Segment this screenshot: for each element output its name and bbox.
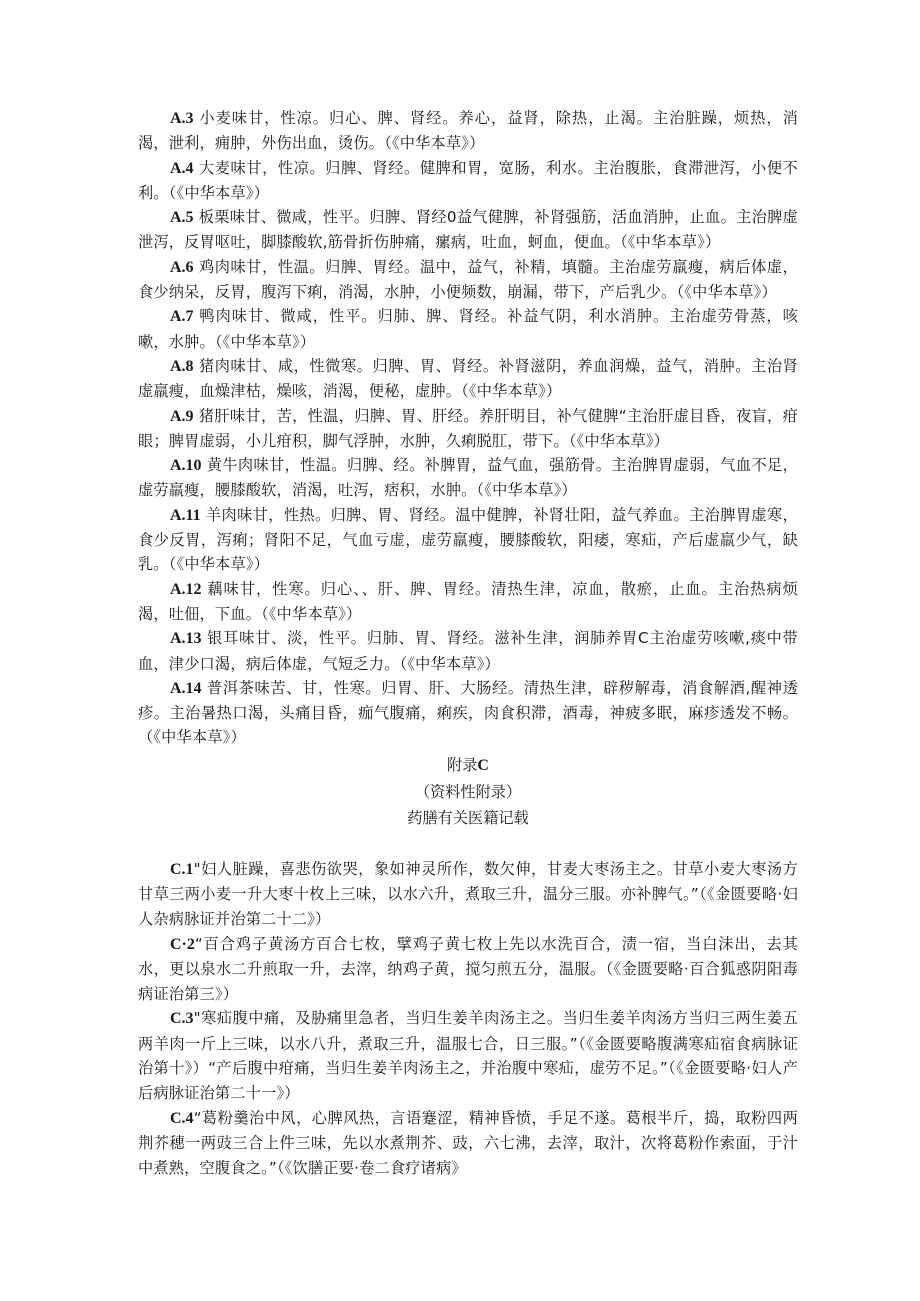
entry-code: A.8 xyxy=(170,357,194,375)
entry-c2 xyxy=(138,932,798,1007)
entry-code: A.14 xyxy=(170,679,202,697)
entry-code: C·2 xyxy=(170,935,195,953)
entry-text: 板栗味甘、微咸，性平。归脾、肾经0益气健脾，补肾强筋，活血消肿，止血。主治脾虚泄泻，反胃呕吐，脚膝酸软,筋骨折伤肿痛，瘰病，吐血，蚵血，便血。（《中华本草》） xyxy=(138,208,798,252)
entry-c3 xyxy=(138,1006,798,1105)
entry-a12 xyxy=(138,577,798,627)
entry-text: 猪肝味甘，苦，性温，归脾、胃、肝经。养肝明目，补气健脾“主治肝虚目昏，夜盲，疳眼；脾胃虚弱，小儿疳积，脚气浮肿，水肿，久痢脱肛，带下。（《中华本草》） xyxy=(138,406,798,450)
entry-c4 xyxy=(138,1106,798,1181)
entry-a14 xyxy=(138,676,798,750)
appendix-title-letter: C xyxy=(477,756,489,774)
entry-code: A.12 xyxy=(170,580,202,598)
entry-text: 大麦味甘，性凉。归脾、肾经。健脾和胃，宽肠，利水。主治腹胀，食滞泄泻，小便不利。（《中华本草》） xyxy=(138,158,798,202)
appendix-a-entries xyxy=(138,106,798,750)
entry-c1 xyxy=(138,857,798,932)
entry-text: 猪肉味甘、咸，性微寒。归脾、胃、肾经。补肾滋阴，养血润燥，益气，消肿。主治肾虚羸瘦，血燥津枯，燥咳，消渴，便秘，虚肿。（《中华本草》） xyxy=(138,356,798,401)
entry-a10 xyxy=(138,453,798,503)
entry-text: 普洱茶味苦、甘，性寒。归胃、肝、大肠经。清热生津，辟秽解毒，消食解酒,醒神透疹。主治暑热口渴，头痛目昏，痂气腹痛，痢疾，肉食积滞，酒毒，神疲多眠，麻疹透发不畅。（《中华本草》） xyxy=(138,678,798,747)
entry-text: 银耳味甘、淡，性平。归肺、胃、肾经。滋补生津，润肺养胃C主治虚劳咳嗽,痰中带血，津少口渴，病后体虚，气短乏力。（《中华本草》） xyxy=(138,629,798,673)
appendix-title-prefix: 附录 xyxy=(447,755,478,774)
entry-code: C.4 xyxy=(170,1109,194,1127)
entry-code: C.1 xyxy=(170,860,194,878)
entry-a7 xyxy=(138,304,798,354)
entry-text: "寒疝腹中痛，及胁痛里急者，当归生姜羊肉汤主之。当归生姜羊肉汤方当归三两生姜五两羊肉一斤上三味，以水八升，煮取三升，温服七合，日三服。”（《金匮要略腹满寒疝宿食病脉证治第十》）“产后腹中疳痛，当归生姜羊肉汤主之，并治腹中寒疝，虚劳不足。”（《金匮要略·妇人产后病脉证治第二十一》） xyxy=(138,1009,798,1103)
entry-a3 xyxy=(138,106,798,156)
appendix-c-header xyxy=(138,752,798,831)
entry-code: C.3 xyxy=(170,1010,194,1028)
entry-code: A.4 xyxy=(170,159,194,177)
document-page xyxy=(138,106,798,1180)
appendix-c-entries xyxy=(138,857,798,1181)
entry-a4 xyxy=(138,156,798,206)
entry-code: A.3 xyxy=(170,110,194,127)
appendix-heading: 药膳有关医籍记载 xyxy=(407,808,529,827)
entry-code: A.9 xyxy=(170,407,194,425)
entry-text: “百合鸡子黄汤方百合七枚，擘鸡子黄七枚上先以水洗百合，渍一宿，当白沫出，去其水，更以泉水二升煎取一升，去滓，纳鸡子黄，搅匀煎五分，温服。（《金匮要略·百合狐惑阴阳毒病证治第三》） xyxy=(138,934,798,1003)
entry-code: A.5 xyxy=(170,209,194,227)
entry-text: 黄牛肉味甘，性温。归脾、经。补脾胃，益气血，强筋骨。主治脾胃虚弱，气血不足，虚劳羸瘦，腰膝酸软，消渴，吐泻，痞积，水肿。（《中华本草》） xyxy=(138,456,799,500)
entry-a5 xyxy=(138,205,798,255)
entry-a9 xyxy=(138,404,798,454)
entry-text: “葛粉羹治中风，心脾风热，言语蹇涩，精神昏愤，手足不遂。葛根半斤，捣，取粉四两荆芥穗一两豉三合上件三味，先以水煮荆芥、豉，六七沸，去滓，取汁，次将葛粉作索面，于汁中煮熟，空腹食之。”（《饮膳正要·卷二食疗诸病》 xyxy=(138,1108,798,1177)
entry-text: 羊肉味甘，性热。归脾、胃、肾经。温中健脾，补肾壮阳，益气养血。主治脾胃虚寒，食少反胃，泻痢；肾阳不足，气血亏虚，虚劳羸瘦，腰膝酸软，阳痿，寒疝，产后虚羸少气，缺乳。（《中华本草》） xyxy=(138,505,798,574)
entry-text: 小麦味甘，性凉。归心、脾、肾经。养心，益肾，除热，止渴。主治脏躁，烦热，消渴，泄利，痈肿，外伤出血，烫伤。（《中华本草》） xyxy=(138,109,798,153)
appendix-title xyxy=(138,752,798,779)
entry-code: A.11 xyxy=(170,506,201,524)
entry-text: 鸭肉味甘、微咸，性平。归肺、脾、肾经。补益气阴，利水消肿。主治虚劳骨蒸，咳嗽，水肿。（《中华本草》） xyxy=(138,307,798,351)
entry-a11 xyxy=(138,503,798,577)
entry-code: A.7 xyxy=(170,308,194,326)
entry-a6 xyxy=(138,255,798,305)
entry-text: "妇人脏躁，喜悲伤欲哭，象如神灵所作，数欠伸，甘麦大枣汤主之。甘草小麦大枣汤方甘草三两小麦一升大枣十枚上三味，以水六升，煮取三升，温分三服。亦补脾气。”（《金匮要略·妇人杂病脉证并治第二十二》） xyxy=(138,859,798,928)
entry-code: A.13 xyxy=(170,630,202,648)
appendix-subtitle: （资料性附录） xyxy=(414,782,522,801)
entry-text: 藕味甘，性寒。归心、、肝、脾、胃经。清热生津，凉血，散瘀，止血。主治热病烦渴，吐佃，下血。（《中华本草》） xyxy=(138,579,798,623)
entry-a8 xyxy=(138,354,798,404)
entry-code: A.10 xyxy=(170,457,202,475)
entry-text: 鸡肉味甘，性温。归脾、胃经。温中，益气，补精，填髓。主治虚劳羸瘦，病后体虚，食少纳呆，反胃，腹泻下痢，消渴，水肿，小便频数，崩漏，带下，产后乳少。（《中华本草》） xyxy=(138,257,798,302)
entry-code: A.6 xyxy=(170,258,194,276)
entry-a13 xyxy=(138,626,798,676)
